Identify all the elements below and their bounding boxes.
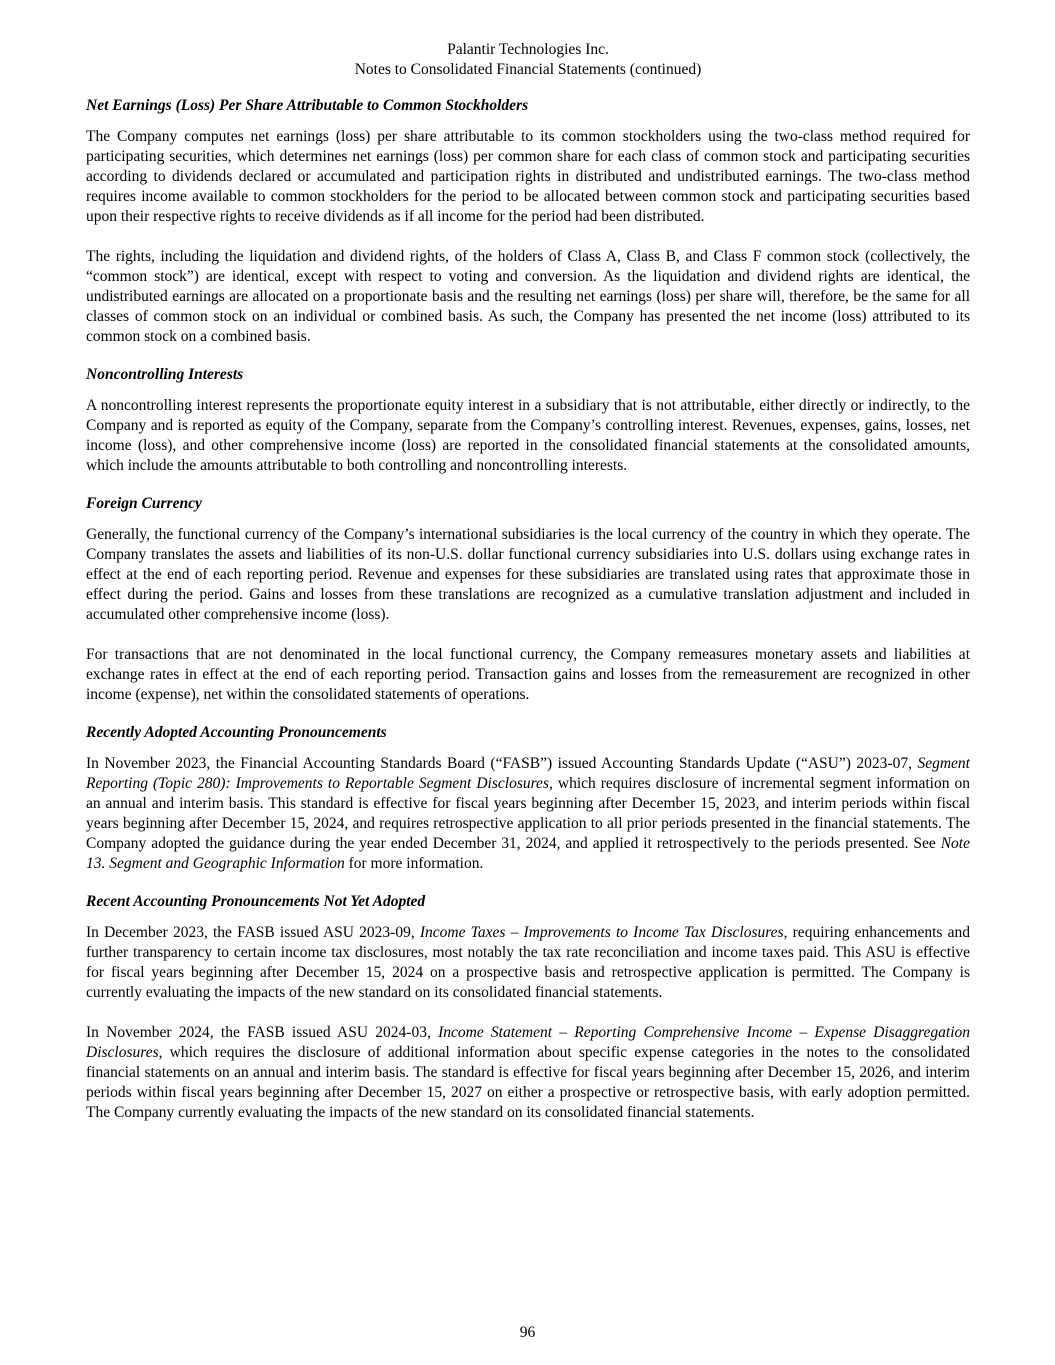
adopted-paragraph-1 bbox=[86, 754, 970, 874]
nci-paragraph-1: A noncontrolling interest represents the proportionate equity interest in a subsidiary that is not attributable, either directly or indirectly, to the Company and is reported as equity of the Company, separate from the Company’s controlling interest. Revenues, expenses, gains, losses, net income (loss), and other comprehensive income (loss) are reported in the consolidated financial statements at the consolidated amounts, which include the amounts attributable to both controlling and noncontrolling interests. bbox=[86, 397, 970, 474]
section-title-nci: Noncontrolling Interests bbox=[86, 366, 244, 383]
not-adopted-p1-text-a: In December 2023, the FASB issued ASU 2023-09, bbox=[86, 924, 420, 941]
section-title-not-adopted: Recent Accounting Pronouncements Not Yet Adopted bbox=[86, 893, 426, 910]
page-header bbox=[86, 40, 970, 80]
section-title-fx: Foreign Currency bbox=[86, 495, 202, 512]
adopted-text-c: for more information. bbox=[344, 855, 484, 872]
fx-paragraph-2: For transactions that are not denominated in the local functional currency, the Company remeasures monetary assets and liabilities at exchange rates in effect at the end of each reporting period. Transaction gains and losses from the remeasurement are recognized in other income (expense), net within the consolidated statements of operations. bbox=[86, 646, 970, 703]
document-page bbox=[86, 0, 970, 1123]
adopted-text-a: In November 2023, the Financial Accounting Standards Board (“FASB”) issued Accounting Standards Update (“ASU”) 2023-07, bbox=[86, 755, 918, 772]
eps-paragraph-2: The rights, including the liquidation and dividend rights, of the holders of Class A, Class B, and Class F common stock (collectively, the “common stock”) are identical, except with respect to voting and conversion. As the liquidation and dividend rights are identical, the undistributed earnings are allocated on a proportionate basis and the resulting net earnings (loss) per share will, therefore, be the same for all classes of common stock on an individual or combined basis. As such, the Company has presented the net income (loss) attributed to its common stock on a combined basis. bbox=[86, 248, 970, 345]
not-adopted-p1-asu-title: Income Taxes – Improvements to Income Tax Disclosures bbox=[419, 924, 784, 941]
not-adopted-p1-text-b: , requiring enhancements and further transparency to certain income tax disclosures, most notably the tax rate reconciliation and income taxes paid. This ASU is effective for fiscal years beginning after December 15, 2024 on a prospective basis and retrospective application is permitted. The Company is currently evaluating the impacts of the new standard on its consolidated financial statements. bbox=[86, 924, 970, 1001]
section-title-adopted: Recently Adopted Accounting Pronouncements bbox=[86, 724, 387, 741]
not-adopted-p2-text-a: In November 2024, the FASB issued ASU 2024-03, bbox=[86, 1024, 439, 1041]
not-adopted-paragraph-1 bbox=[86, 923, 970, 1003]
fx-paragraph-1: Generally, the functional currency of the Company’s international subsidiaries is the local currency of the country in which they operate. The Company translates the assets and liabilities of its non-U.S. dollar functional currency subsidiaries into U.S. dollars using exchange rates in effect at the end of each reporting period. Revenue and expenses for these subsidiaries are translated using rates that approximate those in effect during the period. Gains and losses from these translations are recognized as a cumulative translation adjustment and included in accumulated other comprehensive income (loss). bbox=[86, 526, 970, 623]
page-subtitle: Notes to Consolidated Financial Statements (continued) bbox=[354, 61, 702, 78]
adopted-text-b: , which requires disclosure of incremental segment information on an annual and interim basis. This standard is effective for fiscal years beginning after December 15, 2023, and interim periods within fiscal years beginning after December 15, 2024, and requires retrospective application to all prior periods presented in the financial statements. The Company adopted the guidance during the year ended December 31, 2024, and applied it retrospectively to the periods presented. See bbox=[86, 775, 970, 852]
page-number: 96 bbox=[519, 1324, 536, 1341]
adopted-asu-title: Segment Reporting (Topic 280): Improvements to Reportable Segment Disclosures bbox=[86, 755, 970, 792]
company-name: Palantir Technologies Inc. bbox=[447, 41, 609, 58]
eps-paragraph-1: The Company computes net earnings (loss) per share attributable to its common stockholders using the two-class method required for participating securities, which determines net earnings (loss) per common share for each class of common stock and participating securities according to dividends declared or accumulated and participation rights in distributed and undistributed earnings. The two-class method requires income available to common stockholders for the period to be allocated between common stock and participating securities based upon their respective rights to receive dividends as if all income for the period had been distributed. bbox=[86, 128, 970, 225]
section-title-eps: Net Earnings (Loss) Per Share Attributable to Common Stockholders bbox=[86, 97, 529, 114]
adopted-note-reference: Note 13. Segment and Geographic Information bbox=[86, 835, 970, 872]
not-adopted-p2-text-b: which requires the disclosure of additional information about specific expense categories in the notes to the consolidated financial statements on an annual and interim basis. The standard is effective for fiscal years beginning after December 15, 2026, and interim periods within fiscal years beginning after December 15, 2027 on either a prospective or retrospective basis, with early adoption permitted. The Company currently evaluating the impacts of the new standard on its consolidated financial statements. bbox=[86, 1044, 970, 1121]
not-adopted-paragraph-2 bbox=[86, 1023, 970, 1123]
not-adopted-p2-asu-title: Income Statement – Reporting Comprehensive Income – Expense Disaggregation Disclosures, bbox=[86, 1024, 970, 1061]
